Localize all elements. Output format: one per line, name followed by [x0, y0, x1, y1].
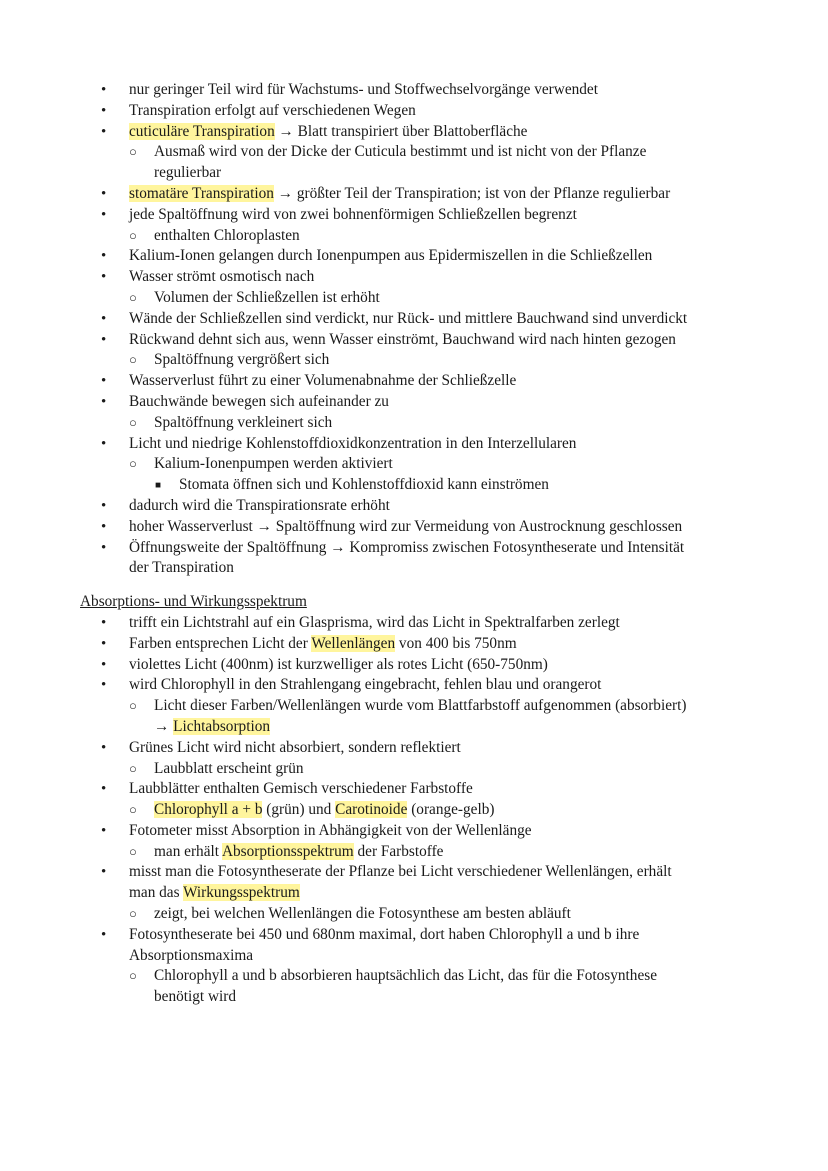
- item-text: man das: [129, 884, 184, 902]
- item-text: Rückwand dehnt sich aus, wenn Wasser einströmt, Bauchwand wird nach hinten gezogen: [129, 330, 676, 348]
- item-text: Wasserverlust führt zu einer Volumenabnahme der Schließzelle: [129, 372, 517, 390]
- item-text: regulierbar: [154, 164, 222, 182]
- list-item: [0, 634, 828, 655]
- list-item: [0, 205, 828, 226]
- item-text: Stomata öffnen sich und Kohlenstoffdioxid kann einströmen: [179, 476, 549, 494]
- item-text: →: [154, 717, 174, 735]
- bullet-marker: •: [101, 310, 107, 327]
- list-item: [0, 246, 828, 267]
- bullet-marker: •: [101, 635, 107, 652]
- list-item: [0, 267, 828, 288]
- item-text: Licht dieser Farben/Wellenlängen wurde vom Blattfarbstoff aufgenommen (absorbiert): [154, 697, 687, 715]
- list-item: [0, 101, 828, 122]
- list-item-continuation: [0, 883, 828, 904]
- bullet-marker: ■: [155, 480, 162, 492]
- list-item-continuation: [0, 946, 828, 967]
- item-text: der Farbstoffe: [353, 842, 444, 860]
- bullet-marker: ○: [129, 802, 137, 818]
- list-item-continuation: [0, 163, 828, 184]
- list-item: [0, 696, 828, 717]
- item-text: misst man die Fotosyntheserate der Pflanze bei Licht verschiedener Wellenlängen, erhält: [129, 863, 672, 881]
- bullet-marker: •: [101, 123, 107, 140]
- item-text: Transpiration erfolgt auf verschiedenen Wegen: [129, 101, 416, 119]
- list-item: [0, 821, 828, 842]
- bullet-marker: •: [101, 781, 107, 798]
- list-item: [0, 475, 828, 496]
- bullet-marker: •: [101, 373, 107, 390]
- highlighted-term: Carotinoide: [335, 801, 408, 819]
- bullet-marker: ○: [129, 289, 137, 305]
- item-text: Laubblatt erscheint grün: [154, 759, 304, 777]
- item-text: jede Spaltöffnung wird von zwei bohnenförmigen Schließzellen begrenzt: [129, 205, 577, 223]
- item-text: Ausmaß wird von der Dicke der Cuticula bestimmt und ist nicht von der Pflanze: [154, 143, 647, 161]
- item-text: Kalium-Ionenpumpen werden aktiviert: [154, 455, 393, 473]
- list-item: [0, 517, 828, 538]
- bullet-marker: •: [101, 82, 107, 98]
- item-text: Wände der Schließzellen sind verdickt, nur Rück- und mittlere Bauchwand sind unverdickt: [129, 309, 688, 327]
- bullet-marker: •: [101, 102, 107, 119]
- highlighted-term: Wirkungsspektrum: [183, 884, 300, 902]
- list-item-continuation: [0, 987, 828, 1008]
- list-item: [0, 904, 828, 925]
- item-text: Volumen der Schließzellen ist erhöht: [154, 288, 380, 306]
- item-text: Kalium-Ionen gelangen durch Ionenpumpen aus Epidermiszellen in die Schließzellen: [129, 247, 653, 265]
- item-text: Absorptionsmaxima: [129, 946, 254, 964]
- item-text: Spaltöffnung verkleinert sich: [154, 413, 333, 431]
- highlighted-term: Chlorophyll a + b: [154, 801, 263, 819]
- list-item: [0, 371, 828, 392]
- list-item: [0, 434, 828, 455]
- item-text: Bauchwände bewegen sich aufeinander zu: [129, 392, 389, 410]
- bullet-marker: •: [101, 822, 107, 839]
- bullet-marker: •: [101, 739, 107, 756]
- item-text: Fotometer misst Absorption in Abhängigkeit von der Wellenlänge: [129, 821, 532, 839]
- list-item: [0, 496, 828, 517]
- item-text: hoher Wasserverlust → Spaltöffnung wird zur Vermeidung von Austrocknung geschlossen: [129, 517, 683, 535]
- list-item: [0, 675, 828, 696]
- item-text: Spaltöffnung vergrößert sich: [154, 351, 330, 369]
- list-item: [0, 613, 828, 634]
- bullet-marker: •: [101, 539, 107, 556]
- bullet-marker: •: [101, 614, 107, 631]
- item-text: enthalten Chloroplasten: [154, 226, 300, 244]
- item-text: Grünes Licht wird nicht absorbiert, sondern reflektiert: [129, 738, 461, 756]
- item-text: dadurch wird die Transpirationsrate erhöht: [129, 496, 390, 514]
- list-item: [0, 538, 828, 559]
- bullet-marker: ○: [129, 698, 137, 714]
- list-item: [0, 842, 828, 863]
- section-heading: Absorptions- und Wirkungsspektrum: [80, 593, 307, 611]
- item-text: Fotosyntheserate bei 450 und 680nm maximal, dort haben Chlorophyll a und b ihre: [129, 925, 640, 943]
- highlighted-term: Absorptionsspektrum: [221, 842, 354, 860]
- bullet-marker: •: [101, 393, 107, 410]
- item-text: Farben entsprechen Licht der: [129, 634, 312, 652]
- list-item: [0, 392, 828, 413]
- bullet-marker: ○: [129, 760, 137, 776]
- bullet-marker: •: [101, 185, 107, 202]
- list-item: [0, 738, 828, 759]
- item-text: der Transpiration: [129, 559, 234, 577]
- list-item: [0, 925, 828, 946]
- item-text: violettes Licht (400nm) ist kurzwelliger als rotes Licht (650-750nm): [129, 655, 548, 673]
- item-text: nur geringer Teil wird für Wachstums- und Stoffwechselvorgänge verwendet: [129, 81, 598, 98]
- bullet-marker: •: [101, 269, 107, 286]
- highlighted-term: cuticuläre Transpiration: [129, 122, 275, 140]
- item-text: wird Chlorophyll in den Strahlengang eingebracht, fehlen blau und orangerot: [129, 676, 602, 694]
- bullet-marker: •: [101, 497, 107, 514]
- highlighted-term: Lichtabsorption: [173, 717, 270, 735]
- list-item: [0, 655, 828, 676]
- list-item: [0, 122, 828, 143]
- list-item: [0, 226, 828, 247]
- bullet-marker: ○: [129, 352, 137, 368]
- list-item: [0, 350, 828, 371]
- item-text: Licht und niedrige Kohlenstoffdioxidkonzentration in den Interzellularen: [129, 434, 577, 452]
- highlighted-term: Wellenlängen: [311, 634, 396, 652]
- bullet-marker: ○: [129, 227, 137, 243]
- item-text: (orange-gelb): [407, 801, 495, 819]
- list-item-continuation: [0, 717, 828, 738]
- highlighted-term: stomatäre Transpiration: [129, 184, 274, 202]
- list-item: [0, 184, 828, 205]
- list-item: [0, 309, 828, 330]
- section-transpiration-list: [0, 80, 828, 579]
- bullet-marker: ○: [129, 843, 137, 859]
- bullet-marker: •: [101, 677, 107, 694]
- list-item: [0, 759, 828, 780]
- bullet-marker: ○: [129, 456, 137, 472]
- item-text: trifft ein Lichtstrahl auf ein Glasprisma, wird das Licht in Spektralfarben zerlegt: [129, 613, 620, 631]
- item-text: (grün) und: [262, 801, 336, 819]
- bullet-marker: •: [101, 656, 107, 673]
- bullet-marker: •: [101, 518, 107, 535]
- bullet-marker: ○: [129, 906, 137, 922]
- list-item: [0, 413, 828, 434]
- item-text: Wasser strömt osmotisch nach: [129, 268, 315, 286]
- bullet-marker: •: [101, 206, 107, 223]
- bullet-marker: •: [101, 864, 107, 881]
- item-text: Chlorophyll a und b absorbieren hauptsächlich das Licht, das für die Fotosynthese: [154, 967, 657, 985]
- list-item: [0, 779, 828, 800]
- bullet-marker: •: [101, 926, 107, 943]
- bullet-marker: •: [101, 435, 107, 452]
- bullet-marker: •: [101, 248, 107, 265]
- item-text: → größter Teil der Transpiration; ist von der Pflanze regulierbar: [273, 184, 671, 202]
- list-item: [0, 288, 828, 309]
- bullet-marker: •: [101, 331, 107, 348]
- item-text: zeigt, bei welchen Wellenlängen die Fotosynthese am besten abläuft: [154, 905, 571, 923]
- item-text: → Blatt transpiriert über Blattoberfläche: [274, 122, 528, 140]
- bullet-marker: ○: [129, 414, 137, 430]
- list-item-continuation: [0, 558, 828, 579]
- bullet-marker: ○: [129, 144, 137, 160]
- item-text: man erhält: [154, 842, 222, 860]
- list-item: [0, 80, 828, 101]
- section-spectrum-list: [0, 613, 828, 1008]
- list-item: [0, 966, 828, 987]
- item-text: benötigt wird: [154, 988, 236, 1006]
- bullet-marker: ○: [129, 968, 137, 984]
- item-text: Laubblätter enthalten Gemisch verschiedener Farbstoffe: [129, 780, 473, 798]
- list-item: [0, 862, 828, 883]
- list-item: [0, 142, 828, 163]
- item-text: von 400 bis 750nm: [395, 634, 517, 652]
- list-item: [0, 330, 828, 351]
- list-item: [0, 454, 828, 475]
- item-text: Öffnungsweite der Spaltöffnung → Kompromiss zwischen Fotosyntheserate und Intensität: [129, 538, 685, 556]
- list-item: [0, 800, 828, 821]
